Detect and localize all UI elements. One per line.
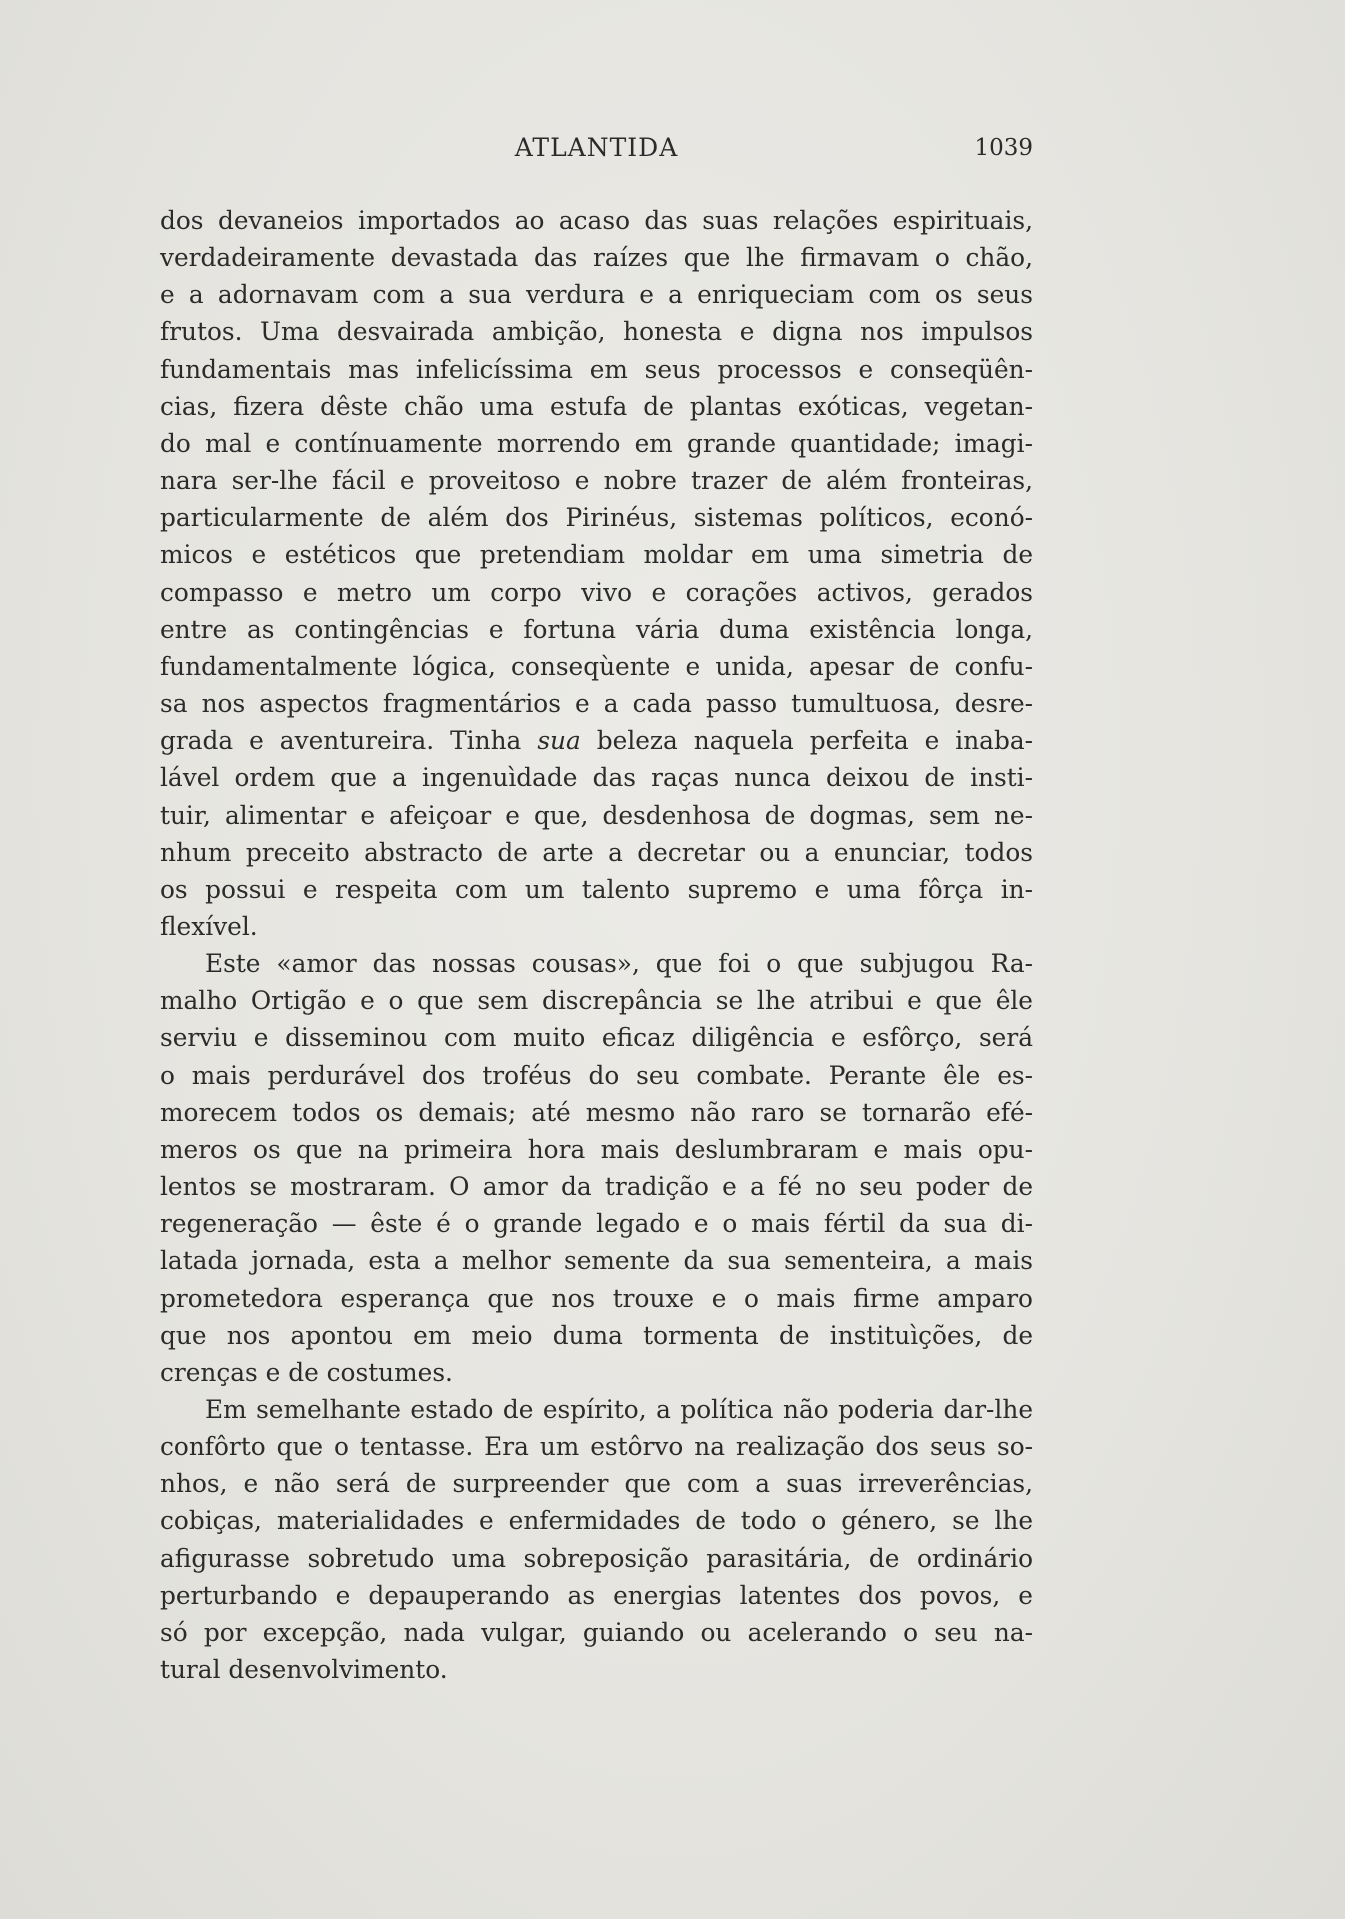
text-line: confôrto que o tentasse. Era um estôrvo na realização dos seus so- (160, 1432, 1033, 1462)
text-line: que nos apontou em meio duma tormenta de instituìções, de (160, 1320, 1033, 1350)
text-line: o mais perdurável dos troféus do seu combate. Perante êle es- (160, 1060, 1033, 1090)
text-line: fundamentalmente lógica, conseqùente e unida, apesar de confu- (160, 651, 1033, 681)
text-line: serviu e disseminou com muito eficaz diligência e esfôrço, será (160, 1023, 1033, 1053)
text-line: meros os que na primeira hora mais deslumbraram e mais opu- (160, 1134, 1033, 1164)
running-title: ATLANTIDA (514, 133, 679, 162)
text-line: lentos se mostraram. O amor da tradição e a fé no seu poder de (160, 1172, 1033, 1202)
body-text (160, 202, 1033, 1688)
text-line: tural desenvolvimento. (160, 1655, 448, 1685)
text-line: perturbando e depauperando as energias latentes dos povos, e (160, 1580, 1033, 1610)
text-line: flexível. (160, 911, 258, 941)
text-line: Em semelhante estado de espírito, a política não poderia dar-lhe (205, 1395, 1033, 1424)
text-line: afigurasse sobretudo uma sobreposição parasitária, de ordinário (160, 1543, 1033, 1573)
text-line: Este «amor das nossas cousas», que foi o que subjugou Ra- (205, 949, 1033, 979)
text-line-with-italic (160, 722, 1033, 759)
text-line: cias, fizera dêste chão uma estufa de plantas exóticas, vegetan- (160, 391, 1033, 421)
text-line: sa nos aspectos fragmentários e a cada passo tumultuosa, desre- (160, 689, 1033, 719)
text-line: particularmente de além dos Pirinéus, sistemas políticos, econó- (160, 503, 1033, 533)
text-line: micos e estéticos que pretendiam moldar em uma simetria de (160, 540, 1033, 570)
line-head: grada e aventureira. Tinha (160, 726, 538, 756)
text-line: dos devaneios importados ao acaso das suas relações espirituais, (160, 206, 1033, 235)
text-line: compasso e metro um corpo vivo e corações activos, gerados (160, 577, 1033, 607)
text-line: cobiças, materialidades e enfermidades de todo o género, se lhe (160, 1506, 1033, 1536)
text-line: lável ordem que a ingenuìdade das raças nunca deixou de insti- (160, 763, 1033, 793)
text-line: verdadeiramente devastada das raízes que lhe firmavam o chão, (160, 243, 1033, 273)
text-line: tuir, alimentar e afeiçoar e que, desdenhosa de dogmas, sem ne- (160, 800, 1033, 830)
text-line: nara ser-lhe fácil e proveitoso e nobre trazer de além fronteiras, (160, 466, 1033, 496)
text-line: regeneração — êste é o grande legado e o mais fértil da sua di- (160, 1209, 1033, 1239)
text-line: fundamentais mas infelicíssima em seus processos e conseqüên- (160, 354, 1033, 384)
text-line: morecem todos os demais; até mesmo não raro se tornarão efé- (160, 1097, 1033, 1127)
text-line: só por excepção, nada vulgar, guiando ou acelerando o seu na- (160, 1617, 1033, 1647)
line-tail: beleza naquela perfeita e inaba- (580, 726, 1034, 756)
text-line: latada jornada, esta a melhor semente da sua sementeira, a mais (160, 1246, 1033, 1276)
text-line: nhos, e não será de surpreender que com a suas irreverências, (160, 1469, 1033, 1499)
text-line: entre as contingências e fortuna vária duma existência longa, (160, 614, 1033, 644)
text-line: do mal e contínuamente morrendo em grande quantidade; imagi- (160, 428, 1033, 458)
text-line: crenças e de costumes. (160, 1357, 453, 1387)
text-line: malho Ortigão e o que sem discrepância se lhe atribui e que êle (160, 986, 1033, 1016)
italic-word: sua (537, 726, 581, 756)
text-line: e a adornavam com a sua verdura e a enriqueciam com os seus (160, 280, 1033, 310)
text-line: os possui e respeita com um talento supremo e uma fôrça in- (160, 874, 1033, 904)
page-number: 1039 (974, 135, 1033, 161)
text-line: frutos. Uma desvairada ambição, honesta e digna nos impulsos (160, 317, 1033, 347)
text-line: prometedora esperança que nos trouxe e o mais firme amparo (160, 1283, 1033, 1313)
text-line: nhum preceito abstracto de arte a decretar ou a enunciar, todos (160, 837, 1033, 867)
page-header (160, 133, 1033, 173)
